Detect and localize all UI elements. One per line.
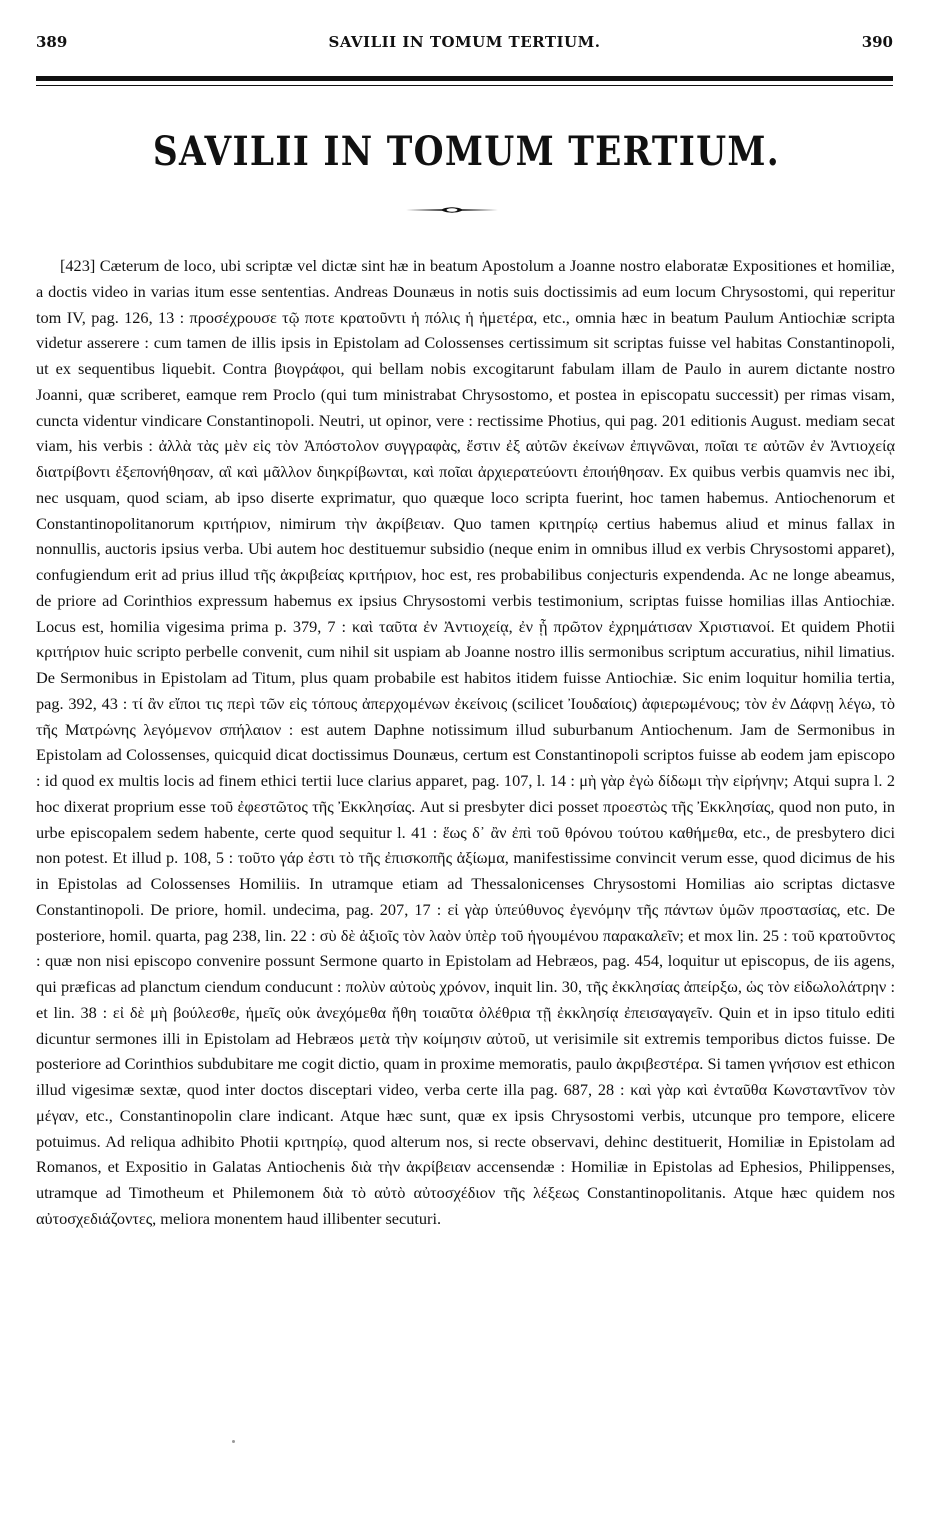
ornament-divider bbox=[406, 206, 498, 214]
header-rule-thick bbox=[36, 76, 893, 81]
paragraph: [423] Cæterum de loco, ubi scriptæ vel dictæ sint hæ in beatum Apostolum a Joanne nostro elaboratæ Expositiones et homiliæ, a doctis video in varias itum esse sententias. Andreas Dounæus in notis suis doctissimis ad eum locum Chrysostomi, qui reperitur tom IV, pag. 126, 13 : προσέχρουσε τῷ ποτε κρατοῦντι ἡ πόλις ἡ ἡμετέρα, etc., omnia hæc in beatum Paulum Antiochiæ scripta videtur asserere : cum tamen de illis ipsis in Epistolam ad Colossenses certissimum sit scriptas fuisse vel habitas Constantinopoli, ut ex sequentibus liquebit. Contra βιογράφοι, qui bellam nobis excogitarunt fabulam illam de Paulo in aurem dictante nostro Joanni, quæ scriberet, eamque rem Proclo (qui tum ministrabat Chrysostomo, et postea in episcopatu successit) per rimas visam, cuncta videntur vindicare Constantinopoli. Neutri, ut opinor, vere : rectissime Photius, qui pag. 201 editionis August. mediam secat viam, his verbis : ἀλλὰ τὰς μὲν εἰς τὸν Ἀπόστολον συγγραφὰς, ἔστιν ἐξ αὐτῶν ἐκείνων ἐπιγνῶναι, ποῖαι τε αὐτῶν ἐν Ἀντιοχείᾳ διατρίβοντι ἐξεπονήθησαν, αἳ καὶ μᾶλλον διηκρίβωνται, καὶ ποῖαι ἀρχιερατεύοντι ἐποιήθησαν. Ex quibus verbis quamvis nec ibi, nec usquam, quod sciam, ab ipso diserte exprimatur, quo quæque loco scripta fuerint, hoc tamen habemus. Antiochenorum et Constantinopolitanorum κριτήριον, nimirum τὴν ἀκρίβειαν. Quo tamen κριτηρίῳ certius habemus aliud et minus fallax in nonnullis, auctoris ipsius verba. Ubi autem hoc destituemur subsidio (neque enim in omnibus illud ex verbis Chrysostomi apparet), confugiendum erit ad prius illud τῆς ἀκριβείας κριτήριον, hoc est, res probabilibus conjecturis expendenda. Ac ne longe abeamus, de priore ad Corinthios expressum habemus ex ipsius Chrysostomi verbis testimonium, scriptas fuisse homilias illas Antiochiæ. Locus est, homilia vigesima prima p. 379, 7 : καὶ ταῦτα ἐν Ἀντιοχείᾳ, ἐν ᾗ πρῶτον ἐχρημάτισαν Χριστιανοί. Et quidem Photii κριτήριον huic scripto perbelle convenit, cum nihil sit uspiam ab Joanne nostro illis sermonibus scriptum accuratius, nihil limatius. De Sermonibus in Epistolam ad Titum, plus quam probabile est habitos itidem fuisse Antiochiæ. Sic enim loquitur homilia tertia, pag. 392, 43 : τί ἂν εἴποι τις περὶ τῶν εἰς τόπους ἀπερχομένων ἐκείνοις (scilicet Ἰουδαίοις) ἀφιερωμένους; τὸν ἐν Δάφνῃ λέγω, τὸ τῆς Ματρώνης λεγόμενον σπήλαιον : est autem Daphne notissimum illud suburbanum Antiochenum. Jam de Sermonibus in Epistolam ad Colossenses, quicquid dicat doctissimus Dounæus, certum est Constantinopoli scriptos fuisse ab eodem jam episcopo : id quod ex multis locis ad finem ethici tertii luce clarius apparet, pag. 107, l. 14 : μὴ γὰρ ἐγὼ δίδωμι τὴν εἰρήνην; Atqui supra l. 2 hoc dixerat proprium esse τοῦ ἐφεστῶτος τῆς Ἐκκλησίας. Aut si presbyter dici posset προεστὼς τῆς Ἐκκλησίας, quod non puto, in urbe episcopalem sedem habente, certe quod sequitur l. 41 : ἕως δ᾽ ἂν ἐπὶ τοῦ θρόνου τούτου καθήμεθα, etc., de presbytero dici non potest. Et illud p. 108, 5 : τοῦτο γάρ ἐστι τὸ τῆς ἐπισκοπῆς ἀξίωμα, manifestissime convincit verum esse, quod dicimus de his in Epistolas ad Colossenses Homiliis. In utramque etiam ad Thessalonicenses Chrysostomi Homilias aio scriptas dictasve Constantinopoli. De priore, homil. undecima, pag. 207, 17 : εἰ γὰρ ὑπεύθυνος ἐγενόμην τῆς πάντων ὑμῶν προστασίας, etc. De posteriore, homil. quarta, pag 238, lin. 22 : σὺ δὲ ἀξιοῖς τὸν λαὸν ὑπὲρ τοῦ ἡγουμένου παρακαλεῖν; et mox lin. 25 : τοῦ κρατοῦντος : quæ non nisi episcopo convenire possunt Sermone quarto in Epistolam ad Hebræos, pag. 454, loquitur ut episcopus, de iis agens, qui præficas ad planctum ciendum conducunt : πολὺν αὐτοὺς χρόνον, inquit lin. 30, τῆς ἐκκλησίας ἀπείρξω, ὡς τὸν εἰδωλολάτρην : et lin. 38 : εἰ δὲ μὴ βούλεσθε, ἡμεῖς οὐκ ἀνεχόμεθα ἤθη τοιαῦτα ὀλέθρια τῇ ἐκκλησίᾳ ἐπεισαγαγεῖν. Quin et in ipso titulo editi dicuntur sermones illi in Epistolam ad Hebræos μετὰ τὴν κοίμησιν αὐτοῦ, ut verisimile sit extremis temporibus dictos fuisse. De posteriore ad Corinthios subdubitare me cogit dictio, quam in proxime memoratis, paulo ἀκριβεστέρα. Si tamen γνήσιον est ethicon illud vigesimæ sextæ, quod inter doctos disceptari video, verba certe illa pag. 687, 28 : καὶ γὰρ καὶ ἐνταῦθα Κωνσταντῖνον τὸν μέγαν, etc., Constantinopolin clare indicant. Atque hæc sunt, quæ ex ipsis Chrysostomi verbis, utcunque pro tempore, elicere potuimus. Ad reliqua adhibito Photii κριτηρίῳ, quod alterum nos, si recte observavi, dehinc destituerit, Homiliæ in Epistolam ad Romanos, et Expositio in Galatas Antiochenis διὰ τὴν ἀκρίβειαν accensendæ : Homiliæ in Epistolas ad Ephesios, Philippenses, utramque ad Timotheum et Philemonem διὰ τὸ αὐτὸ αὐτοσχέδιον τῆς λέξεως Constantinopolitanis. Atque hæc quidem nos αὐτοσχεδιάζοντες, meliora monentem haud illibenter secuturi. bbox=[36, 256, 895, 1228]
running-title: SAVILII IN TOMUM TERTIUM. bbox=[328, 33, 601, 51]
main-text bbox=[36, 253, 895, 1232]
header-rule-thin bbox=[36, 85, 893, 86]
page-number-right: 390 bbox=[861, 33, 893, 51]
page-title: SAVILII IN TOMUM TERTIUM. bbox=[152, 128, 781, 175]
print-speck bbox=[232, 1440, 235, 1443]
page-number-left: 389 bbox=[36, 33, 68, 51]
running-head bbox=[36, 33, 893, 55]
